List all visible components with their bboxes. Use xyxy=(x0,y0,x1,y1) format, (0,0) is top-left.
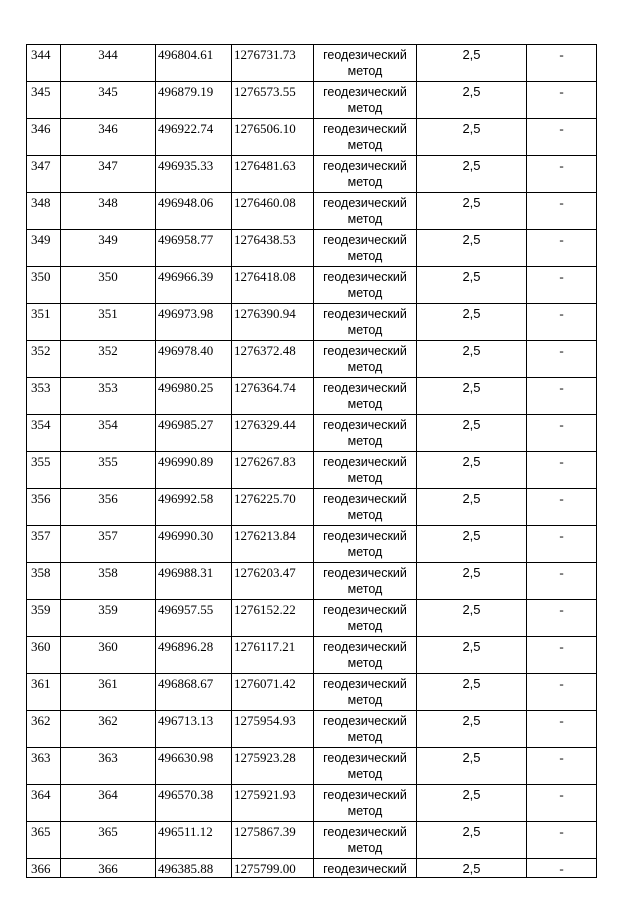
table-row xyxy=(27,341,597,378)
method-line-2: метод xyxy=(347,582,383,596)
accuracy-cell: 2,5 xyxy=(417,711,527,748)
accuracy-cell: 2,5 xyxy=(417,600,527,637)
point-number-2-cell: 364 xyxy=(61,785,156,822)
coord-x-cell: 496804.61 xyxy=(156,45,232,82)
note-cell: - xyxy=(527,415,597,452)
accuracy-cell: 2,5 xyxy=(417,748,527,785)
method-cell xyxy=(314,785,417,822)
method-line-2: метод xyxy=(347,619,383,633)
method-cell xyxy=(314,822,417,859)
method-line-1: геодезический xyxy=(323,825,407,839)
note-cell: - xyxy=(527,526,597,563)
method-cell xyxy=(314,267,417,304)
point-number-2-cell: 351 xyxy=(61,304,156,341)
coord-x-cell: 496973.98 xyxy=(156,304,232,341)
method-cell xyxy=(314,341,417,378)
note-cell: - xyxy=(527,489,597,526)
method-line-1: геодезический xyxy=(323,85,407,99)
point-number-cell: 360 xyxy=(27,637,61,674)
accuracy-cell: 2,5 xyxy=(417,785,527,822)
point-number-2-cell: 345 xyxy=(61,82,156,119)
coord-y-cell: 1276213.84 xyxy=(232,526,314,563)
coord-x-cell: 496948.06 xyxy=(156,193,232,230)
coord-y-cell: 1275799.00 xyxy=(232,859,314,878)
table-row xyxy=(27,230,597,267)
method-cell xyxy=(314,637,417,674)
coord-y-cell: 1276573.55 xyxy=(232,82,314,119)
note-cell: - xyxy=(527,859,597,878)
point-number-2-cell: 356 xyxy=(61,489,156,526)
method-cell xyxy=(314,156,417,193)
coord-y-cell: 1276438.53 xyxy=(232,230,314,267)
coord-x-cell: 496958.77 xyxy=(156,230,232,267)
point-number-cell: 358 xyxy=(27,563,61,600)
accuracy-cell: 2,5 xyxy=(417,156,527,193)
coord-x-cell: 496990.30 xyxy=(156,526,232,563)
coord-x-cell: 496992.58 xyxy=(156,489,232,526)
method-cell xyxy=(314,82,417,119)
accuracy-cell: 2,5 xyxy=(417,378,527,415)
note-cell: - xyxy=(527,637,597,674)
accuracy-cell: 2,5 xyxy=(417,563,527,600)
method-line-2: метод xyxy=(347,508,383,522)
method-line-1: геодезический xyxy=(323,455,407,469)
method-line-1: геодезический xyxy=(323,48,407,62)
method-line-2: метод xyxy=(347,397,383,411)
method-cell xyxy=(314,304,417,341)
method-line-2: метод xyxy=(347,693,383,707)
method-line-2: метод xyxy=(347,286,383,300)
method-line-2: метод xyxy=(347,841,383,855)
method-cell xyxy=(314,674,417,711)
note-cell: - xyxy=(527,341,597,378)
method-cell xyxy=(314,563,417,600)
table-row xyxy=(27,600,597,637)
note-cell: - xyxy=(527,119,597,156)
method-line-1: геодезический xyxy=(323,788,407,802)
coord-x-cell: 496868.67 xyxy=(156,674,232,711)
table-row xyxy=(27,304,597,341)
method-cell xyxy=(314,415,417,452)
method-line-1: геодезический xyxy=(323,233,407,247)
point-number-cell: 356 xyxy=(27,489,61,526)
point-number-2-cell: 350 xyxy=(61,267,156,304)
point-number-2-cell: 363 xyxy=(61,748,156,785)
accuracy-cell: 2,5 xyxy=(417,193,527,230)
method-line-2: метод xyxy=(347,656,383,670)
note-cell: - xyxy=(527,267,597,304)
accuracy-cell: 2,5 xyxy=(417,489,527,526)
coordinates-table xyxy=(26,44,597,878)
note-cell: - xyxy=(527,748,597,785)
method-line-1: геодезический xyxy=(323,270,407,284)
note-cell: - xyxy=(527,785,597,822)
method-cell xyxy=(314,119,417,156)
accuracy-cell: 2,5 xyxy=(417,341,527,378)
point-number-2-cell: 348 xyxy=(61,193,156,230)
accuracy-cell: 2,5 xyxy=(417,267,527,304)
point-number-cell: 364 xyxy=(27,785,61,822)
accuracy-cell: 2,5 xyxy=(417,526,527,563)
method-line-2: метод xyxy=(347,767,383,781)
accuracy-cell: 2,5 xyxy=(417,45,527,82)
coord-y-cell: 1276364.74 xyxy=(232,378,314,415)
method-cell xyxy=(314,526,417,563)
method-cell xyxy=(314,859,417,878)
method-line-1: геодезический xyxy=(323,677,407,691)
method-line-2: метод xyxy=(347,360,383,374)
point-number-cell: 357 xyxy=(27,526,61,563)
note-cell: - xyxy=(527,304,597,341)
method-line-2: метод xyxy=(347,323,383,337)
accuracy-cell: 2,5 xyxy=(417,415,527,452)
point-number-2-cell: 354 xyxy=(61,415,156,452)
point-number-cell: 352 xyxy=(27,341,61,378)
table-row xyxy=(27,45,597,82)
table-row xyxy=(27,526,597,563)
point-number-cell: 345 xyxy=(27,82,61,119)
coord-y-cell: 1276418.08 xyxy=(232,267,314,304)
method-line-1: геодезический xyxy=(323,566,407,580)
table-row xyxy=(27,193,597,230)
note-cell: - xyxy=(527,563,597,600)
coord-y-cell: 1276372.48 xyxy=(232,341,314,378)
coord-x-cell: 496957.55 xyxy=(156,600,232,637)
coord-x-cell: 496630.98 xyxy=(156,748,232,785)
method-line-1: геодезический xyxy=(323,640,407,654)
method-line-1: геодезический xyxy=(323,196,407,210)
point-number-2-cell: 349 xyxy=(61,230,156,267)
table-row xyxy=(27,119,597,156)
accuracy-cell: 2,5 xyxy=(417,859,527,878)
coord-y-cell: 1276390.94 xyxy=(232,304,314,341)
point-number-cell: 350 xyxy=(27,267,61,304)
coord-x-cell: 496980.25 xyxy=(156,378,232,415)
method-cell xyxy=(314,230,417,267)
table-row xyxy=(27,637,597,674)
method-cell xyxy=(314,452,417,489)
coord-y-cell: 1276267.83 xyxy=(232,452,314,489)
point-number-cell: 346 xyxy=(27,119,61,156)
point-number-cell: 362 xyxy=(27,711,61,748)
method-line-2: метод xyxy=(347,175,383,189)
accuracy-cell: 2,5 xyxy=(417,230,527,267)
coord-x-cell: 496935.33 xyxy=(156,156,232,193)
table-row xyxy=(27,563,597,600)
method-cell xyxy=(314,378,417,415)
note-cell: - xyxy=(527,822,597,859)
method-line-1: геодезический xyxy=(323,492,407,506)
point-number-cell: 354 xyxy=(27,415,61,452)
method-line-1: геодезический xyxy=(323,344,407,358)
point-number-2-cell: 360 xyxy=(61,637,156,674)
point-number-2-cell: 361 xyxy=(61,674,156,711)
accuracy-cell: 2,5 xyxy=(417,82,527,119)
point-number-2-cell: 366 xyxy=(61,859,156,878)
table-row xyxy=(27,452,597,489)
coord-y-cell: 1276506.10 xyxy=(232,119,314,156)
method-cell xyxy=(314,711,417,748)
coord-y-cell: 1275867.39 xyxy=(232,822,314,859)
method-line-2: метод xyxy=(347,138,383,152)
accuracy-cell: 2,5 xyxy=(417,452,527,489)
note-cell: - xyxy=(527,156,597,193)
accuracy-cell: 2,5 xyxy=(417,119,527,156)
point-number-2-cell: 352 xyxy=(61,341,156,378)
method-line-1: геодезический xyxy=(323,418,407,432)
method-cell xyxy=(314,193,417,230)
method-line-1: геодезический xyxy=(323,159,407,173)
point-number-cell: 348 xyxy=(27,193,61,230)
method-line-1: геодезический xyxy=(323,381,407,395)
coord-y-cell: 1276071.42 xyxy=(232,674,314,711)
point-number-2-cell: 359 xyxy=(61,600,156,637)
table-row xyxy=(27,711,597,748)
coord-x-cell: 496896.28 xyxy=(156,637,232,674)
coord-x-cell: 496985.27 xyxy=(156,415,232,452)
method-line-1: геодезический xyxy=(323,603,407,617)
coord-x-cell: 496922.74 xyxy=(156,119,232,156)
note-cell: - xyxy=(527,378,597,415)
coord-y-cell: 1275921.93 xyxy=(232,785,314,822)
point-number-2-cell: 347 xyxy=(61,156,156,193)
coord-y-cell: 1275923.28 xyxy=(232,748,314,785)
method-line-2: метод xyxy=(347,212,383,226)
table-row xyxy=(27,378,597,415)
coord-x-cell: 496978.40 xyxy=(156,341,232,378)
method-cell xyxy=(314,45,417,82)
coord-x-cell: 496385.88 xyxy=(156,859,232,878)
table-row xyxy=(27,82,597,119)
accuracy-cell: 2,5 xyxy=(417,637,527,674)
coord-x-cell: 496879.19 xyxy=(156,82,232,119)
coord-y-cell: 1276731.73 xyxy=(232,45,314,82)
accuracy-cell: 2,5 xyxy=(417,822,527,859)
coord-x-cell: 496713.13 xyxy=(156,711,232,748)
method-line-2: метод xyxy=(347,804,383,818)
point-number-cell: 351 xyxy=(27,304,61,341)
method-line-2: метод xyxy=(347,730,383,744)
point-number-2-cell: 355 xyxy=(61,452,156,489)
method-cell xyxy=(314,748,417,785)
coord-x-cell: 496988.31 xyxy=(156,563,232,600)
coord-x-cell: 496570.38 xyxy=(156,785,232,822)
coord-x-cell: 496966.39 xyxy=(156,267,232,304)
accuracy-cell: 2,5 xyxy=(417,304,527,341)
method-line-2: метод xyxy=(347,64,383,78)
point-number-cell: 366 xyxy=(27,859,61,878)
point-number-cell: 344 xyxy=(27,45,61,82)
accuracy-cell: 2,5 xyxy=(417,674,527,711)
note-cell: - xyxy=(527,674,597,711)
coord-x-cell: 496511.12 xyxy=(156,822,232,859)
method-line-2: метод xyxy=(347,249,383,263)
point-number-2-cell: 365 xyxy=(61,822,156,859)
method-line-1: геодезический xyxy=(323,862,407,876)
coord-y-cell: 1276481.63 xyxy=(232,156,314,193)
coord-y-cell: 1276225.70 xyxy=(232,489,314,526)
note-cell: - xyxy=(527,230,597,267)
table-row xyxy=(27,674,597,711)
point-number-2-cell: 346 xyxy=(61,119,156,156)
table-body xyxy=(27,45,597,878)
method-line-1: геодезический xyxy=(323,751,407,765)
table-row xyxy=(27,415,597,452)
point-number-cell: 363 xyxy=(27,748,61,785)
method-line-2: метод xyxy=(347,101,383,115)
note-cell: - xyxy=(527,600,597,637)
coord-x-cell: 496990.89 xyxy=(156,452,232,489)
coord-y-cell: 1276329.44 xyxy=(232,415,314,452)
point-number-cell: 359 xyxy=(27,600,61,637)
point-number-cell: 365 xyxy=(27,822,61,859)
method-line-2: метод xyxy=(347,545,383,559)
coord-y-cell: 1276152.22 xyxy=(232,600,314,637)
point-number-cell: 355 xyxy=(27,452,61,489)
table-row xyxy=(27,748,597,785)
point-number-cell: 353 xyxy=(27,378,61,415)
coord-y-cell: 1275954.93 xyxy=(232,711,314,748)
note-cell: - xyxy=(527,711,597,748)
point-number-cell: 347 xyxy=(27,156,61,193)
note-cell: - xyxy=(527,82,597,119)
coord-y-cell: 1276203.47 xyxy=(232,563,314,600)
table-row xyxy=(27,156,597,193)
method-line-1: геодезический xyxy=(323,307,407,321)
note-cell: - xyxy=(527,45,597,82)
method-cell xyxy=(314,600,417,637)
point-number-2-cell: 353 xyxy=(61,378,156,415)
point-number-2-cell: 357 xyxy=(61,526,156,563)
table-row xyxy=(27,267,597,304)
method-line-1: геодезический xyxy=(323,529,407,543)
method-line-2: метод xyxy=(347,434,383,448)
point-number-2-cell: 344 xyxy=(61,45,156,82)
method-line-1: геодезический xyxy=(323,714,407,728)
method-line-2: метод xyxy=(347,471,383,485)
coord-y-cell: 1276460.08 xyxy=(232,193,314,230)
point-number-2-cell: 358 xyxy=(61,563,156,600)
note-cell: - xyxy=(527,193,597,230)
point-number-cell: 349 xyxy=(27,230,61,267)
table-row xyxy=(27,785,597,822)
point-number-2-cell: 362 xyxy=(61,711,156,748)
note-cell: - xyxy=(527,452,597,489)
method-cell xyxy=(314,489,417,526)
table-row xyxy=(27,859,597,878)
table-row xyxy=(27,822,597,859)
point-number-cell: 361 xyxy=(27,674,61,711)
coord-y-cell: 1276117.21 xyxy=(232,637,314,674)
method-line-1: геодезический xyxy=(323,122,407,136)
table-row xyxy=(27,489,597,526)
